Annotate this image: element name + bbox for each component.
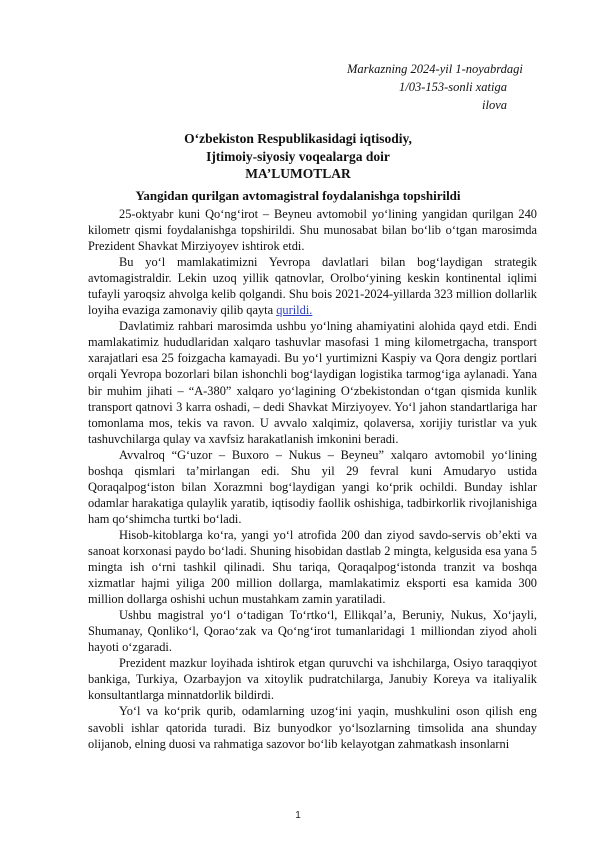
paragraph-3: Davlatimiz rahbari marosimda ushbu yo‘lning ahamiyatini alohida qayd etdi. Endi mamlakatimiz hududlaridan xalqaro tashuvlar masofasi 1 ming kilometrgacha, transport xarajatlari esa 25 foizgacha kamayadi. Bu yo‘l yurtimizni Kaspiy va Qora dengiz portlari orqali Yevropa bozorlari bilan ishonchli bog‘laydigan logistika tarmog‘iga aylanadi. Yana bir muhim jihati – “A-380” xalqaro yo‘lagining O‘zbekistondan o‘tgan qismida kunlik transport qatnovi 3 karra oshadi, – dedi Shavkat Mirziyoyev. Yo‘l jahon standartlariga har tomonlama mos, tekis va ravon. U avvalo xalqimiz, qolaversa, xorijiy turistlar va yuk tashuvchilarga qulay va xavfsiz harakatlanish imkonini beradi. [88, 319, 537, 446]
paragraph-7: Prezident mazkur loyihada ishtirok etgan quruvchi va ishchilarga, Osiyo taraqqiyot bankiga, Turkiya, Ozarbayjon va xitoylik pudratchilarga, Janubiy Koreya va italiyalik konsultantlarga minnatdorlik bildirdi. [88, 656, 537, 703]
document-title [88, 130, 508, 183]
reference-line-1: Markazning 2024-yil 1-noyabrdagi [347, 62, 523, 76]
paragraph-1: 25-oktyabr kuni Qo‘ng‘irot – Beyneu avtomobil yo‘lining yangidan qurilgan 240 kilometr qismi foydalanishga topshirildi. Shu munosabat bilan bo‘lib o‘tgan marosimda Prezident Shavkat Mirziyoyev ishtirok etdi. [88, 207, 537, 254]
article-heading: Yangidan qurilgan avtomagistral foydalanishga topshirildi [135, 188, 461, 203]
paragraph-6: Ushbu magistral yo‘l o‘tadigan To‘rtko‘l, Ellikqal’a, Beruniy, Nukus, Xo‘jayli, Shumanay, Qonliko‘l, Qorao‘zak va Qo‘ng‘irot tumanlaridagi 1 milliondan ziyod aholi hayoti o‘zgaradi. [88, 608, 537, 655]
reference-line-3: ilova [482, 98, 507, 112]
paragraph-8: Yo‘l va ko‘prik qurib, odamlarning uzog‘ini yaqin, mushkulini oson qilish eng savobli ishlar qatorida turadi. Biz bunyodkor yo‘lsozlarning timsolida ana shunday olijanob, elning duosi va rahmatiga sazovor bo‘lib kelayotgan zahmatkash insonlarni [88, 704, 537, 751]
article-body [88, 206, 537, 752]
letter-reference [300, 60, 560, 114]
page-number: 1 [295, 810, 301, 821]
hyperlink[interactable]: qurildi. [276, 303, 313, 318]
title-line-2: Ijtimoiy-siyosiy voqealarga doir [206, 148, 390, 164]
paragraph-5: Hisob-kitoblarga ko‘ra, yangi yo‘l atrofida 200 dan ziyod savdo-servis ob’ekti va sanoat korxonasi paydo bo‘ladi. Shuning hisobidan dastlab 2 mingta, kelgusida esa yana 5 mingta ish o‘rni tashkil qilinadi. Shu tariqa, Qoraqalpog‘istonda tranzit va boshqa xizmatlar hajmi yiliga 200 million dollarga, mamlakatimiz eksporti esa kamida 300 million dollarga oshishi uchun mustahkam zamin yaratiladi. [88, 527, 537, 607]
reference-line-2: 1/03-153-sonli xatiga [399, 80, 507, 94]
title-line-1: O‘zbekiston Respublikasidagi iqtisodiy, [184, 131, 412, 146]
paragraph-2-text: Bu yo‘l mamlakatimizni Yevropa davlatlari bilan bog‘laydigan strategik avtomagistraldir. Lekin uzoq yillik qatnovlar, Orolbo‘yining keskin kontinental iqlimi tufayli yaroqsiz ahvolga kelib qolgandi. Shu bois 2021-2024-yillarda 323 million dollarlik loyiha evaziga zamonaviy qilib qayta [88, 255, 537, 318]
title-line-3: MA’LUMOTLAR [245, 166, 351, 181]
paragraph-2 [88, 254, 537, 318]
paragraph-4: Avvalroq “G‘uzor – Buxoro – Nukus – Beyneu” xalqaro avtomobil yo‘lining boshqa qismlari ta’mirlangan edi. Shu yil 29 fevral kuni Amudaryo ustida Qoraqalpog‘iston bilan Xorazmni bog‘laydigan yangi ko‘prik ochildi. Bunday ishlar odamlar harakatiga qulaylik yaratib, iqtisodiy faollik oshishiga, tadbirkorlik rivojlanishiga ham qo‘shimcha turtki bo‘ladi. [88, 447, 537, 526]
